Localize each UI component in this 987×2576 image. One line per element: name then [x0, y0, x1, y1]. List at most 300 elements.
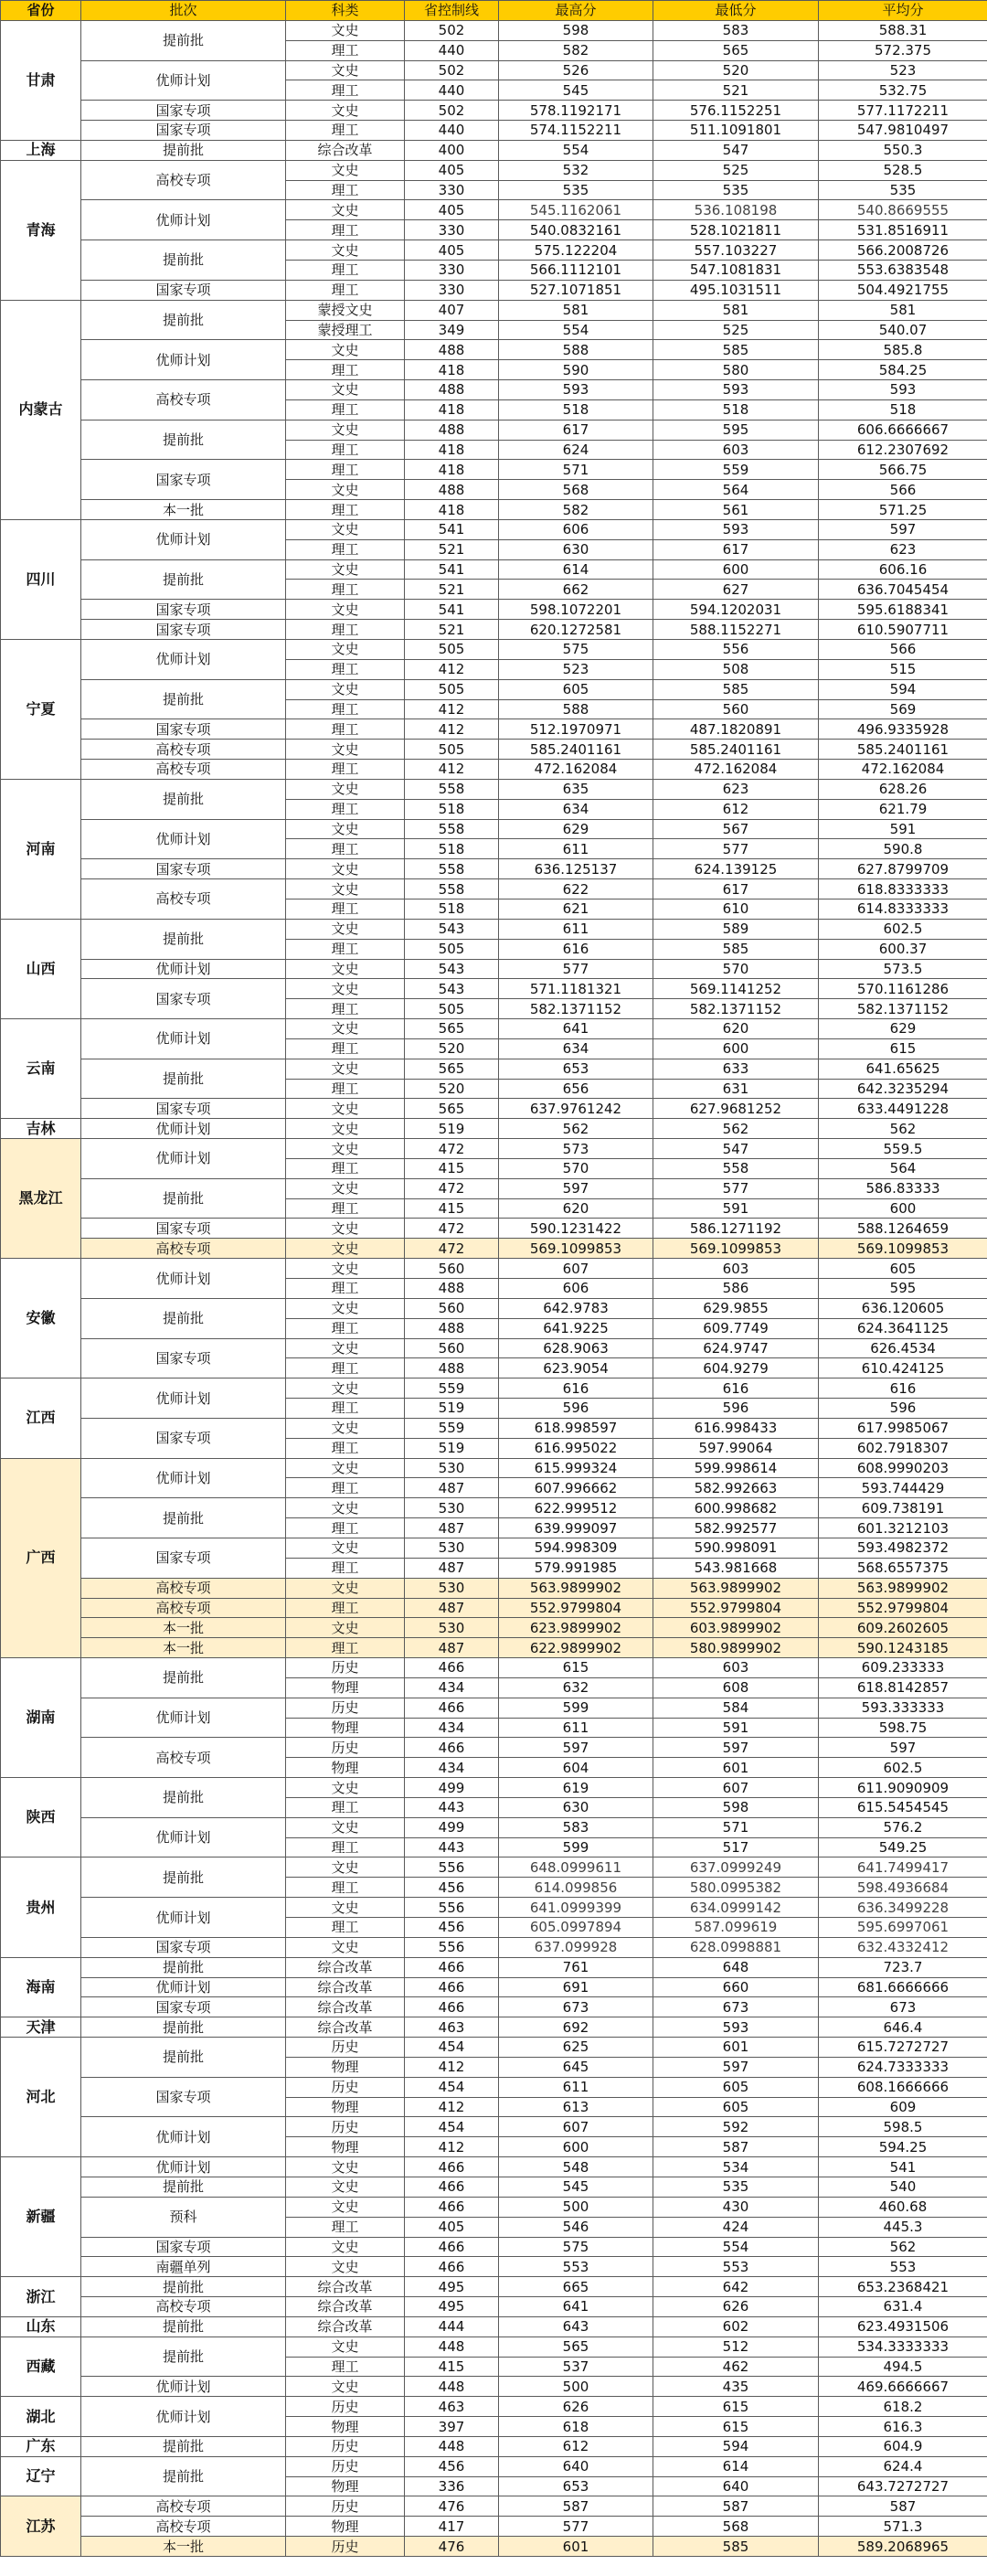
avg-score-cell: 569.1099853 — [819, 1239, 987, 1259]
table-row — [1, 1059, 987, 1079]
control-line-cell: 466 — [405, 1997, 499, 2017]
table-row — [1, 1178, 987, 1198]
avg-score-cell: 631.4 — [819, 2297, 987, 2317]
table-row — [1, 779, 987, 799]
control-line-cell: 456 — [405, 1918, 499, 1938]
control-line-cell: 417 — [405, 2517, 499, 2537]
avg-score-cell: 595 — [819, 1279, 987, 1299]
batch-cell: 提前批 — [81, 2017, 286, 2038]
avg-score-cell: 632.4332412 — [819, 1937, 987, 1957]
table-row — [1, 420, 987, 440]
min-score-cell: 552.9799804 — [653, 1598, 819, 1618]
province-cell: 四川 — [1, 519, 81, 639]
control-line-cell: 560 — [405, 1259, 499, 1279]
max-score-cell: 623.9899902 — [499, 1618, 653, 1638]
min-score-cell: 577 — [653, 1178, 819, 1198]
min-score-cell: 534 — [653, 2157, 819, 2177]
min-score-cell: 535 — [653, 2177, 819, 2197]
control-line-cell: 440 — [405, 40, 499, 60]
avg-score-cell: 576.2 — [819, 1817, 987, 1837]
subject-cell: 理工 — [286, 1279, 405, 1299]
min-score-cell: 576.1152251 — [653, 101, 819, 121]
batch-cell: 优师计划 — [81, 60, 286, 101]
subject-cell: 文史 — [286, 2197, 405, 2217]
subject-cell: 文史 — [286, 340, 405, 360]
min-score-cell: 600.998682 — [653, 1498, 819, 1518]
max-score-cell: 622.9899902 — [499, 1638, 653, 1658]
control-line-cell: 412 — [405, 719, 499, 740]
min-score-cell: 673 — [653, 1997, 819, 2017]
avg-score-cell: 585.8 — [819, 340, 987, 360]
batch-cell: 优师计划 — [81, 340, 286, 380]
table-row — [1, 1458, 987, 1478]
min-score-cell: 435 — [653, 2377, 819, 2397]
province-cell: 辽宁 — [1, 2456, 81, 2496]
max-score-cell: 607 — [499, 1259, 653, 1279]
control-line-cell: 434 — [405, 1718, 499, 1738]
max-score-cell: 624 — [499, 440, 653, 460]
province-cell: 河南 — [1, 779, 81, 919]
table-row — [1, 2517, 987, 2537]
avg-score-cell: 577.1172211 — [819, 101, 987, 121]
max-score-cell: 588 — [499, 340, 653, 360]
table-row — [1, 1219, 987, 1239]
max-score-cell: 597 — [499, 1178, 653, 1198]
subject-cell: 综合改革 — [286, 2297, 405, 2317]
subject-cell: 文史 — [286, 740, 405, 760]
batch-cell: 优师计划 — [81, 2117, 286, 2157]
control-line-cell: 530 — [405, 1578, 499, 1598]
subject-cell: 文史 — [286, 1099, 405, 1119]
control-line-cell: 397 — [405, 2417, 499, 2437]
max-score-cell: 623.9054 — [499, 1358, 653, 1378]
control-line-cell: 499 — [405, 1817, 499, 1837]
min-score-cell: 560 — [653, 699, 819, 719]
control-line-cell: 488 — [405, 480, 499, 500]
max-score-cell: 662 — [499, 580, 653, 600]
control-line-cell: 476 — [405, 2496, 499, 2517]
min-score-cell: 580 — [653, 360, 819, 380]
control-line-cell: 530 — [405, 1618, 499, 1638]
min-score-cell: 430 — [653, 2197, 819, 2217]
avg-score-cell: 600 — [819, 1198, 987, 1219]
subject-cell: 历史 — [286, 2456, 405, 2476]
batch-cell: 国家专项 — [81, 859, 286, 879]
batch-cell: 高校专项 — [81, 2517, 286, 2537]
control-line-cell: 418 — [405, 440, 499, 460]
subject-cell: 理工 — [286, 1598, 405, 1618]
subject-cell: 理工 — [286, 1438, 405, 1458]
avg-score-cell: 606.6666667 — [819, 420, 987, 440]
avg-score-cell: 541 — [819, 2157, 987, 2177]
control-line-cell: 530 — [405, 1538, 499, 1558]
max-score-cell: 587 — [499, 2496, 653, 2517]
min-score-cell: 557.103227 — [653, 240, 819, 261]
avg-score-cell: 552.9799804 — [819, 1598, 987, 1618]
avg-score-cell: 621.79 — [819, 799, 987, 819]
min-score-cell: 616 — [653, 1378, 819, 1399]
control-line-cell: 466 — [405, 2237, 499, 2257]
max-score-cell: 575.122204 — [499, 240, 653, 261]
subject-cell: 理工 — [286, 719, 405, 740]
max-score-cell: 540.0832161 — [499, 220, 653, 240]
subject-cell: 物理 — [286, 2137, 405, 2157]
table-row — [1, 1338, 987, 1358]
min-score-cell: 592 — [653, 2117, 819, 2137]
header-row — [1, 1, 987, 21]
batch-cell: 提前批 — [81, 420, 286, 460]
control-line-cell: 336 — [405, 2476, 499, 2496]
batch-cell: 高校专项 — [81, 879, 286, 920]
subject-cell: 理工 — [286, 40, 405, 60]
min-score-cell: 508 — [653, 659, 819, 679]
header-control-line: 省控制线 — [405, 1, 499, 21]
min-score-cell: 567 — [653, 819, 819, 839]
avg-score-cell: 588.31 — [819, 20, 987, 40]
control-line-cell: 466 — [405, 2197, 499, 2217]
min-score-cell: 607 — [653, 1778, 819, 1798]
avg-score-cell: 616.3 — [819, 2417, 987, 2437]
max-score-cell: 571 — [499, 460, 653, 480]
subject-cell: 文史 — [286, 1298, 405, 1318]
table-row — [1, 640, 987, 660]
avg-score-cell: 566.2008726 — [819, 240, 987, 261]
subject-cell: 理工 — [286, 1837, 405, 1857]
max-score-cell: 570 — [499, 1158, 653, 1178]
subject-cell: 物理 — [286, 2057, 405, 2077]
subject-cell: 文史 — [286, 1937, 405, 1957]
min-score-cell: 627 — [653, 580, 819, 600]
min-score-cell: 594.1202031 — [653, 600, 819, 620]
batch-cell: 国家专项 — [81, 1418, 286, 1458]
min-score-cell: 597.99064 — [653, 1438, 819, 1458]
batch-cell: 高校专项 — [81, 1239, 286, 1259]
avg-score-cell: 535 — [819, 180, 987, 200]
batch-cell: 优师计划 — [81, 1019, 286, 1059]
batch-cell: 本一批 — [81, 500, 286, 520]
min-score-cell: 605 — [653, 2097, 819, 2117]
table-row — [1, 2436, 987, 2456]
table-row — [1, 959, 987, 979]
subject-cell: 物理 — [286, 2097, 405, 2117]
max-score-cell: 590 — [499, 360, 653, 380]
table-row — [1, 679, 987, 699]
province-cell: 湖南 — [1, 1658, 81, 1778]
table-row — [1, 1658, 987, 1678]
subject-cell: 文史 — [286, 1778, 405, 1798]
max-score-cell: 634 — [499, 1038, 653, 1059]
max-score-cell: 575 — [499, 2237, 653, 2257]
min-score-cell: 633 — [653, 1059, 819, 1079]
table-row — [1, 519, 987, 539]
subject-cell: 理工 — [286, 1318, 405, 1338]
subject-cell: 理工 — [286, 2357, 405, 2377]
control-line-cell: 415 — [405, 1198, 499, 1219]
control-line-cell: 412 — [405, 2137, 499, 2157]
max-score-cell: 645 — [499, 2057, 653, 2077]
batch-cell: 提前批 — [81, 240, 286, 281]
control-line-cell: 487 — [405, 1558, 499, 1578]
max-score-cell: 571.1181321 — [499, 979, 653, 999]
table-row — [1, 20, 987, 40]
max-score-cell: 612 — [499, 2436, 653, 2456]
max-score-cell: 596 — [499, 1399, 653, 1419]
min-score-cell: 585 — [653, 2537, 819, 2557]
max-score-cell: 619 — [499, 1778, 653, 1798]
min-score-cell: 561 — [653, 500, 819, 520]
max-score-cell: 643 — [499, 2316, 653, 2336]
max-score-cell: 620.1272581 — [499, 620, 653, 640]
avg-score-cell: 591 — [819, 819, 987, 839]
province-cell: 上海 — [1, 140, 81, 160]
control-line-cell: 466 — [405, 1738, 499, 1758]
table-row — [1, 2336, 987, 2357]
control-line-cell: 448 — [405, 2377, 499, 2397]
control-line-cell: 444 — [405, 2316, 499, 2336]
control-line-cell: 558 — [405, 779, 499, 799]
control-line-cell: 487 — [405, 1518, 499, 1538]
avg-score-cell: 562 — [819, 2237, 987, 2257]
control-line-cell: 565 — [405, 1059, 499, 1079]
control-line-cell: 443 — [405, 1837, 499, 1857]
subject-cell: 理工 — [286, 699, 405, 719]
min-score-cell: 563.9899902 — [653, 1578, 819, 1598]
min-score-cell: 582.1371152 — [653, 999, 819, 1019]
subject-cell: 文史 — [286, 2377, 405, 2397]
table-row — [1, 1598, 987, 1618]
max-score-cell: 598 — [499, 20, 653, 40]
batch-cell: 优师计划 — [81, 1139, 286, 1179]
max-score-cell: 641.0999399 — [499, 1898, 653, 1918]
table-row — [1, 620, 987, 640]
min-score-cell: 587.099619 — [653, 1918, 819, 1938]
avg-score-cell: 594 — [819, 679, 987, 699]
batch-cell: 高校专项 — [81, 1578, 286, 1598]
control-line-cell: 440 — [405, 121, 499, 141]
subject-cell: 文史 — [286, 819, 405, 839]
control-line-cell: 405 — [405, 240, 499, 261]
subject-cell: 理工 — [286, 80, 405, 101]
batch-cell: 优师计划 — [81, 200, 286, 240]
control-line-cell: 412 — [405, 2057, 499, 2077]
batch-cell: 优师计划 — [81, 819, 286, 859]
control-line-cell: 466 — [405, 1977, 499, 1997]
min-score-cell: 598 — [653, 1797, 819, 1817]
batch-cell: 优师计划 — [81, 1698, 286, 1738]
subject-cell: 历史 — [286, 1658, 405, 1678]
batch-cell: 预科 — [81, 2197, 286, 2237]
subject-cell: 文史 — [286, 2177, 405, 2197]
control-line-cell: 330 — [405, 180, 499, 200]
subject-cell: 综合改革 — [286, 1977, 405, 1997]
avg-score-cell: 563.9899902 — [819, 1578, 987, 1598]
batch-cell: 优师计划 — [81, 1119, 286, 1139]
batch-cell: 国家专项 — [81, 719, 286, 740]
min-score-cell: 585 — [653, 939, 819, 959]
avg-score-cell: 615.5454545 — [819, 1797, 987, 1817]
table-row — [1, 2017, 987, 2038]
avg-score-cell: 531.8516911 — [819, 220, 987, 240]
min-score-cell: 472.162084 — [653, 760, 819, 780]
batch-cell: 提前批 — [81, 919, 286, 959]
avg-score-cell: 723.7 — [819, 1957, 987, 1977]
max-score-cell: 573 — [499, 1139, 653, 1159]
control-line-cell: 521 — [405, 620, 499, 640]
control-line-cell: 505 — [405, 740, 499, 760]
max-score-cell: 588 — [499, 699, 653, 719]
min-score-cell: 556 — [653, 640, 819, 660]
subject-cell: 理工 — [286, 1158, 405, 1178]
province-cell: 贵州 — [1, 1857, 81, 1957]
table-row — [1, 1618, 987, 1638]
min-score-cell: 569.1141252 — [653, 979, 819, 999]
subject-cell: 理工 — [286, 1797, 405, 1817]
subject-cell: 文史 — [286, 480, 405, 500]
avg-score-cell: 608.9990203 — [819, 1458, 987, 1478]
batch-cell: 国家专项 — [81, 2077, 286, 2117]
max-score-cell: 578.1192171 — [499, 101, 653, 121]
province-cell: 新疆 — [1, 2157, 81, 2277]
subject-cell: 理工 — [286, 260, 405, 280]
max-score-cell: 692 — [499, 2017, 653, 2038]
min-score-cell: 602 — [653, 2316, 819, 2336]
table-row — [1, 500, 987, 520]
min-score-cell: 512 — [653, 2336, 819, 2357]
control-line-cell: 448 — [405, 2436, 499, 2456]
avg-score-cell: 605 — [819, 1259, 987, 1279]
avg-score-cell: 445.3 — [819, 2217, 987, 2237]
avg-score-cell: 460.68 — [819, 2197, 987, 2217]
control-line-cell: 530 — [405, 1498, 499, 1518]
table-row — [1, 879, 987, 899]
batch-cell: 高校专项 — [81, 740, 286, 760]
max-score-cell: 594.998309 — [499, 1538, 653, 1558]
min-score-cell: 640 — [653, 2476, 819, 2496]
max-score-cell: 537 — [499, 2357, 653, 2377]
table-row — [1, 819, 987, 839]
avg-score-cell: 540.07 — [819, 320, 987, 340]
control-line-cell: 415 — [405, 1158, 499, 1178]
subject-cell: 理工 — [286, 1478, 405, 1498]
min-score-cell: 604.9279 — [653, 1358, 819, 1378]
avg-score-cell: 598.5 — [819, 2117, 987, 2137]
avg-score-cell: 646.4 — [819, 2017, 987, 2038]
batch-cell: 优师计划 — [81, 2377, 286, 2397]
min-score-cell: 543.981668 — [653, 1558, 819, 1578]
subject-cell: 历史 — [286, 2397, 405, 2417]
avg-score-cell: 609 — [819, 2097, 987, 2117]
batch-cell: 高校专项 — [81, 380, 286, 420]
max-score-cell: 566.1112101 — [499, 260, 653, 280]
subject-cell: 综合改革 — [286, 140, 405, 160]
subject-cell: 理工 — [286, 1038, 405, 1059]
subject-cell: 文史 — [286, 160, 405, 180]
batch-cell: 提前批 — [81, 140, 286, 160]
min-score-cell: 626 — [653, 2297, 819, 2317]
table-row — [1, 1498, 987, 1518]
subject-cell: 文史 — [286, 1259, 405, 1279]
batch-cell: 提前批 — [81, 1298, 286, 1338]
min-score-cell: 424 — [653, 2217, 819, 2237]
subject-cell: 历史 — [286, 1738, 405, 1758]
avg-score-cell: 593.333333 — [819, 1698, 987, 1718]
avg-score-cell: 549.25 — [819, 1837, 987, 1857]
min-score-cell: 568 — [653, 2517, 819, 2537]
max-score-cell: 641.9225 — [499, 1318, 653, 1338]
control-line-cell: 502 — [405, 20, 499, 40]
province-cell: 河北 — [1, 2038, 81, 2157]
subject-cell: 历史 — [286, 2537, 405, 2557]
control-line-cell: 519 — [405, 1119, 499, 1139]
batch-cell: 国家专项 — [81, 600, 286, 620]
subject-cell: 文史 — [286, 519, 405, 539]
control-line-cell: 330 — [405, 260, 499, 280]
subject-cell: 文史 — [286, 1178, 405, 1198]
min-score-cell: 558 — [653, 1158, 819, 1178]
control-line-cell: 407 — [405, 300, 499, 320]
avg-score-cell: 596 — [819, 1399, 987, 1419]
avg-score-cell: 643.7272727 — [819, 2476, 987, 2496]
avg-score-cell: 547.9810497 — [819, 121, 987, 141]
avg-score-cell: 496.9335928 — [819, 719, 987, 740]
table-row — [1, 859, 987, 879]
subject-cell: 综合改革 — [286, 1997, 405, 2017]
avg-score-cell: 601.3212103 — [819, 1518, 987, 1538]
max-score-cell: 642.9783 — [499, 1298, 653, 1318]
max-score-cell: 593 — [499, 380, 653, 400]
table-row — [1, 2277, 987, 2297]
subject-cell: 文史 — [286, 600, 405, 620]
control-line-cell: 530 — [405, 1458, 499, 1478]
batch-cell: 优师计划 — [81, 1817, 286, 1857]
max-score-cell: 616 — [499, 1378, 653, 1399]
batch-cell: 优师计划 — [81, 1378, 286, 1419]
subject-cell: 理工 — [286, 939, 405, 959]
control-line-cell: 518 — [405, 839, 499, 859]
subject-cell: 文史 — [286, 1898, 405, 1918]
avg-score-cell: 653.2368421 — [819, 2277, 987, 2297]
table-row — [1, 1019, 987, 1039]
control-line-cell: 463 — [405, 2017, 499, 2038]
min-score-cell: 597 — [653, 2057, 819, 2077]
max-score-cell: 607 — [499, 2117, 653, 2137]
min-score-cell: 595 — [653, 420, 819, 440]
min-score-cell: 553 — [653, 2257, 819, 2277]
control-line-cell: 558 — [405, 879, 499, 899]
control-line-cell: 565 — [405, 1099, 499, 1119]
subject-cell: 历史 — [286, 2117, 405, 2137]
avg-score-cell: 593.4982372 — [819, 1538, 987, 1558]
control-line-cell: 556 — [405, 1898, 499, 1918]
max-score-cell: 630 — [499, 1797, 653, 1817]
subject-cell: 理工 — [286, 2217, 405, 2237]
batch-cell: 提前批 — [81, 1778, 286, 1818]
min-score-cell: 536.108198 — [653, 200, 819, 220]
control-line-cell: 518 — [405, 799, 499, 819]
table-row — [1, 2077, 987, 2097]
avg-score-cell: 636.3499228 — [819, 1898, 987, 1918]
table-row — [1, 1259, 987, 1279]
table-row — [1, 2397, 987, 2417]
table-row — [1, 2456, 987, 2476]
header-avg-score: 平均分 — [819, 1, 987, 21]
avg-score-cell: 609.233333 — [819, 1658, 987, 1678]
control-line-cell: 543 — [405, 959, 499, 979]
control-line-cell: 472 — [405, 1219, 499, 1239]
avg-score-cell: 602.7918307 — [819, 1438, 987, 1458]
batch-cell: 提前批 — [81, 1178, 286, 1219]
table-row — [1, 1778, 987, 1798]
